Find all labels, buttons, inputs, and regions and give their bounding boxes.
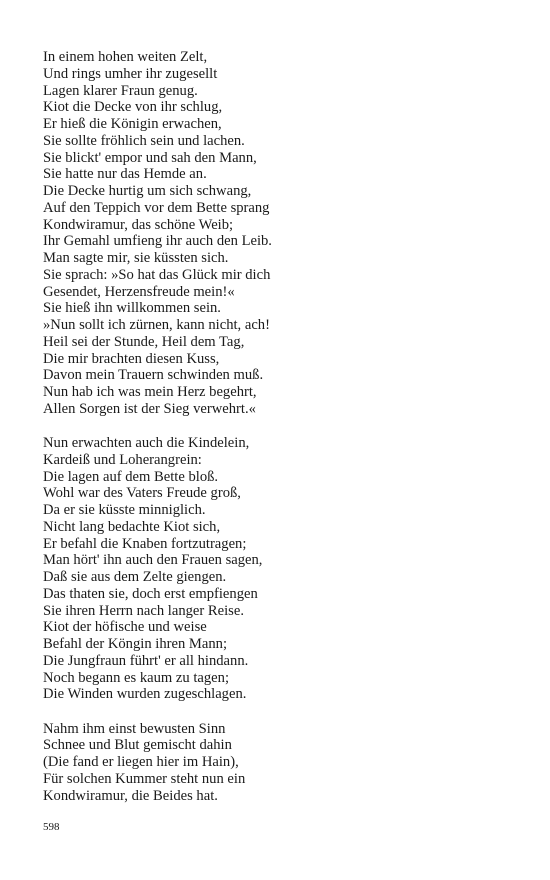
stanza	[43, 721, 523, 805]
poem-text	[43, 49, 523, 822]
poem-line: Die mir brachten diesen Kuss,	[43, 350, 220, 367]
page-number: 598	[43, 821, 60, 833]
poem-line: Sie sprach: »So hat das Glück mir dich	[43, 266, 271, 283]
poem-line: Kardeiß und Loherangrein:	[43, 451, 202, 468]
poem-line: Die Decke hurtig um sich schwang,	[43, 183, 252, 199]
poem-line: Nun hab ich was mein Herz begehrt,	[43, 384, 257, 400]
poem-line: Sie blickt' empor und sah den Mann,	[43, 149, 257, 166]
poem-line: Lagen klarer Fraun genug.	[43, 82, 198, 99]
poem-line: Nahm ihm einst bewusten Sinn	[43, 720, 226, 737]
poem-line: Die Winden wurden zugeschlagen.	[43, 686, 247, 703]
stanza	[43, 435, 523, 703]
poem-line: Da er sie küsste minniglich.	[43, 502, 206, 518]
poem-line: Auf den Teppich vor dem Bette sprang	[43, 199, 270, 216]
poem-line: Davon mein Trauern schwinden muß.	[43, 367, 264, 384]
poem-line: Die Jungfraun führt' er all hindann.	[43, 652, 249, 669]
poem-line: Er befahl die Knaben fortzutragen;	[43, 535, 247, 552]
poem-line: Für solchen Kummer steht nun ein	[43, 770, 246, 787]
poem-line: (Die fand er liegen hier im Hain),	[43, 754, 239, 770]
poem-line: Das thaten sie, doch erst empfiengen	[43, 585, 258, 602]
poem-line: Allen Sorgen ist der Sieg verwehrt.«	[43, 400, 256, 417]
poem-line: Sie sollte fröhlich sein und lachen.	[43, 132, 245, 149]
poem-line: Noch begann es kaum zu tagen;	[43, 669, 230, 686]
poem-line: Wohl war des Vaters Freude groß,	[43, 485, 241, 502]
poem-line: Sie ihren Herrn nach langer Reise.	[43, 602, 244, 619]
poem-line: Und rings umher ihr zugesellt	[43, 65, 218, 82]
poem-line: Schnee und Blut gemischt dahin	[43, 737, 232, 754]
poem-line: Kiot die Decke von ihr schlug,	[43, 99, 223, 116]
poem-line: Nicht lang bedachte Kiot sich,	[43, 518, 221, 535]
poem-line: Kondwiramur, die Beides hat.	[43, 787, 218, 804]
poem-line: Befahl der Köngin ihren Mann;	[43, 636, 227, 652]
poem-line: Heil sei der Stunde, Heil dem Tag,	[43, 333, 245, 350]
poem-line: »Nun sollt ich zürnen, kann nicht, ach!	[43, 317, 270, 333]
poem-line: Sie hieß ihn willkommen sein.	[43, 300, 221, 317]
poem-line: Ihr Gemahl umfieng ihr auch den Leib.	[43, 233, 272, 250]
poem-line: Man hört' ihn auch den Frauen sagen,	[43, 552, 263, 569]
poem-line: Man sagte mir, sie küssten sich.	[43, 250, 229, 266]
poem-line: Kondwiramur, das schöne Weib;	[43, 216, 234, 233]
poem-line: Daß sie aus dem Zelte giengen.	[43, 569, 227, 585]
poem-line: In einem hohen weiten Zelt,	[43, 49, 208, 65]
poem-line: Er hieß die Königin erwachen,	[43, 116, 222, 132]
poem-line: Nun erwachten auch die Kindelein,	[43, 435, 250, 451]
poem-line: Die lagen auf dem Bette bloß.	[43, 468, 219, 485]
poem-line: Gesendet, Herzensfreude mein!«	[43, 283, 235, 300]
poem-line: Sie hatte nur das Hemde an.	[43, 166, 207, 183]
poem-line: Kiot der höfische und weise	[43, 619, 207, 636]
stanza	[43, 49, 523, 418]
